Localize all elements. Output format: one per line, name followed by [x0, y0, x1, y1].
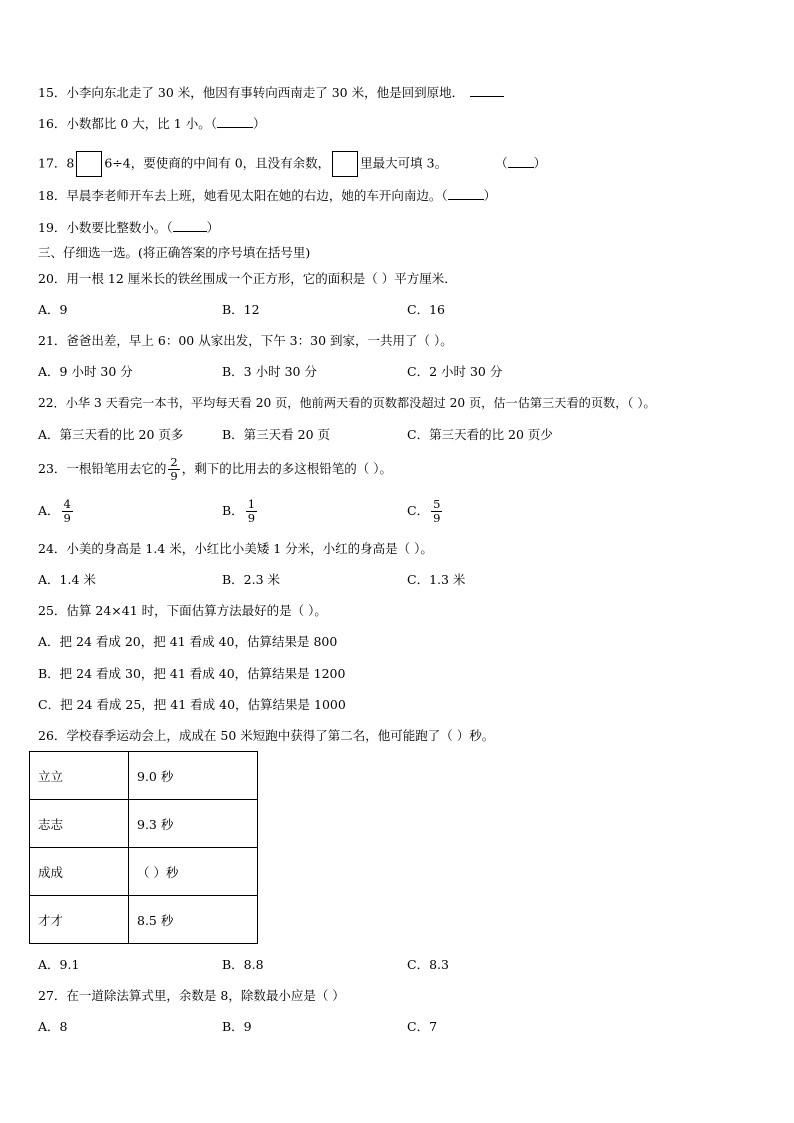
fraction-numerator: 4 — [63, 497, 71, 511]
option-b[interactable]: B．3 小时 30 分 — [222, 364, 317, 379]
answer-blank[interactable] — [508, 155, 534, 168]
open-paren: （ — [495, 155, 508, 171]
option-a[interactable]: A．把 24 看成 20，把 41 看成 40，估算结果是 800 — [38, 634, 338, 649]
fraction-denominator: 9 — [63, 511, 71, 525]
question-23-text-a: 23．一根铅笔用去它的 — [38, 461, 167, 476]
question-16-text: 16．小数都比 0 大，比 1 小。（ — [38, 116, 217, 131]
fraction — [168, 456, 179, 483]
option-b[interactable]: B．12 — [222, 302, 260, 317]
fraction — [431, 498, 442, 525]
digit-box[interactable] — [332, 151, 358, 177]
closing-paren: ） — [483, 188, 497, 203]
table-cell-time: 9.3 秒 — [129, 800, 258, 848]
question-27: 27．在一道除法算式里，余数是 8，除数最小应是（ ） — [38, 988, 345, 1003]
table-cell-name: 志志 — [30, 800, 129, 848]
option-c[interactable] — [407, 494, 444, 528]
fraction — [62, 498, 73, 525]
question-17-text-a: 17．8 — [38, 155, 75, 171]
answer-blank[interactable] — [470, 84, 504, 97]
times-table — [29, 751, 258, 944]
answer-blank[interactable] — [448, 187, 484, 200]
option-c[interactable]: C．16 — [407, 302, 445, 317]
option-a[interactable] — [38, 494, 75, 528]
question-21: 21．爸爸出差，早上 6：00 从家出发，下午 3：30 到家，一共用了（ ）。 — [38, 333, 453, 348]
option-b[interactable]: B．9 — [222, 1019, 252, 1034]
question-24: 24．小美的身高是 1.4 米，小红比小美矮 1 分米，小红的身高是（ ）。 — [38, 541, 433, 556]
table-cell-time: （ ）秒 — [129, 848, 258, 896]
option-c[interactable]: C．1.3 米 — [407, 572, 466, 587]
question-26: 26．学校春季运动会上，成成在 50 米短跑中获得了第二名，他可能跑了（ ）秒。 — [38, 728, 495, 743]
question-20: 20．用一根 12 厘米长的铁丝围成一个正方形，它的面积是（ ）平方厘米． — [38, 271, 457, 286]
option-label: C． — [407, 503, 430, 518]
fraction-denominator: 9 — [247, 511, 256, 525]
question-15 — [38, 84, 504, 101]
closing-paren: ） — [533, 155, 547, 171]
table-row — [30, 752, 258, 800]
table-cell-time: 8.5 秒 — [129, 896, 258, 944]
option-c[interactable]: C．第三天看的比 20 页少 — [407, 427, 553, 442]
section-3-title: 三、仔细选一选。(将正确答案的序号填在括号里) — [38, 245, 311, 260]
fraction-denominator: 9 — [170, 469, 178, 483]
question-17-text-b: 6÷4，要使商的中间有 0，且没有余数， — [104, 155, 331, 171]
fraction-denominator: 9 — [433, 511, 441, 525]
fraction-numerator: 1 — [247, 497, 256, 511]
option-b[interactable] — [222, 494, 259, 528]
closing-paren: ） — [252, 116, 266, 131]
table-row — [30, 848, 258, 896]
fraction — [246, 498, 257, 525]
option-a[interactable]: A．9 — [38, 302, 68, 317]
question-17 — [38, 151, 546, 177]
option-a[interactable]: A．1.4 米 — [38, 572, 96, 587]
option-c[interactable]: C．8.3 — [407, 957, 449, 972]
fraction-numerator: 5 — [433, 497, 441, 511]
question-25: 25．估算 24×41 时，下面估算方法最好的是（ ）。 — [38, 603, 327, 618]
option-c[interactable]: C．2 小时 30 分 — [407, 364, 503, 379]
option-b[interactable]: B．2.3 米 — [222, 572, 281, 587]
answer-blank[interactable] — [217, 115, 253, 128]
option-a[interactable]: A．8 — [38, 1019, 68, 1034]
closing-paren: ） — [206, 220, 220, 235]
question-15-text: 15．小李向东北走了 30 米，他因有事转向西南走了 30 米，他是回到原地． — [38, 85, 465, 100]
question-19 — [38, 219, 219, 236]
option-a[interactable]: A．第三天看的比 20 页多 — [38, 427, 184, 442]
question-22: 22．小华 3 天看完一本书，平均每天看 20 页，他前两天看的页数都没超过 20 页，估一估第三天看的页数，（ ）。 — [38, 396, 656, 410]
option-b[interactable]: B．第三天看 20 页 — [222, 427, 331, 442]
option-a[interactable]: A．9 小时 30 分 — [38, 364, 133, 379]
option-label: A． — [38, 503, 60, 518]
option-c[interactable]: C．把 24 看成 25，把 41 看成 40，估算结果是 1000 — [38, 697, 346, 712]
table-row — [30, 896, 258, 944]
table-cell-name: 才才 — [30, 896, 129, 944]
digit-box[interactable] — [76, 151, 102, 177]
table-cell-time: 9.0 秒 — [129, 752, 258, 800]
question-18 — [38, 187, 496, 204]
table-row — [30, 800, 258, 848]
fraction-numerator: 2 — [170, 455, 178, 469]
option-b[interactable]: B．把 24 看成 30，把 41 看成 40，估算结果是 1200 — [38, 666, 346, 681]
question-18-text: 18．早晨李老师开车去上班，她看见太阳在她的右边，她的车开向南边。（ — [38, 188, 448, 203]
table-cell-name: 成成 — [30, 848, 129, 896]
option-label: B． — [222, 503, 244, 518]
question-23 — [38, 452, 392, 486]
option-b[interactable]: B．8.8 — [222, 957, 264, 972]
question-16 — [38, 115, 265, 132]
answer-blank[interactable] — [173, 219, 207, 232]
question-23-text-b: ，剩下的比用去的多这根铅笔的（ ）。 — [181, 461, 392, 476]
option-c[interactable]: C．7 — [407, 1019, 438, 1034]
table-cell-name: 立立 — [30, 752, 129, 800]
question-19-text: 19．小数要比整数小。（ — [38, 220, 173, 235]
option-a[interactable]: A．9.1 — [38, 957, 80, 972]
question-17-text-c: 里最大可填 3。 — [360, 155, 448, 171]
